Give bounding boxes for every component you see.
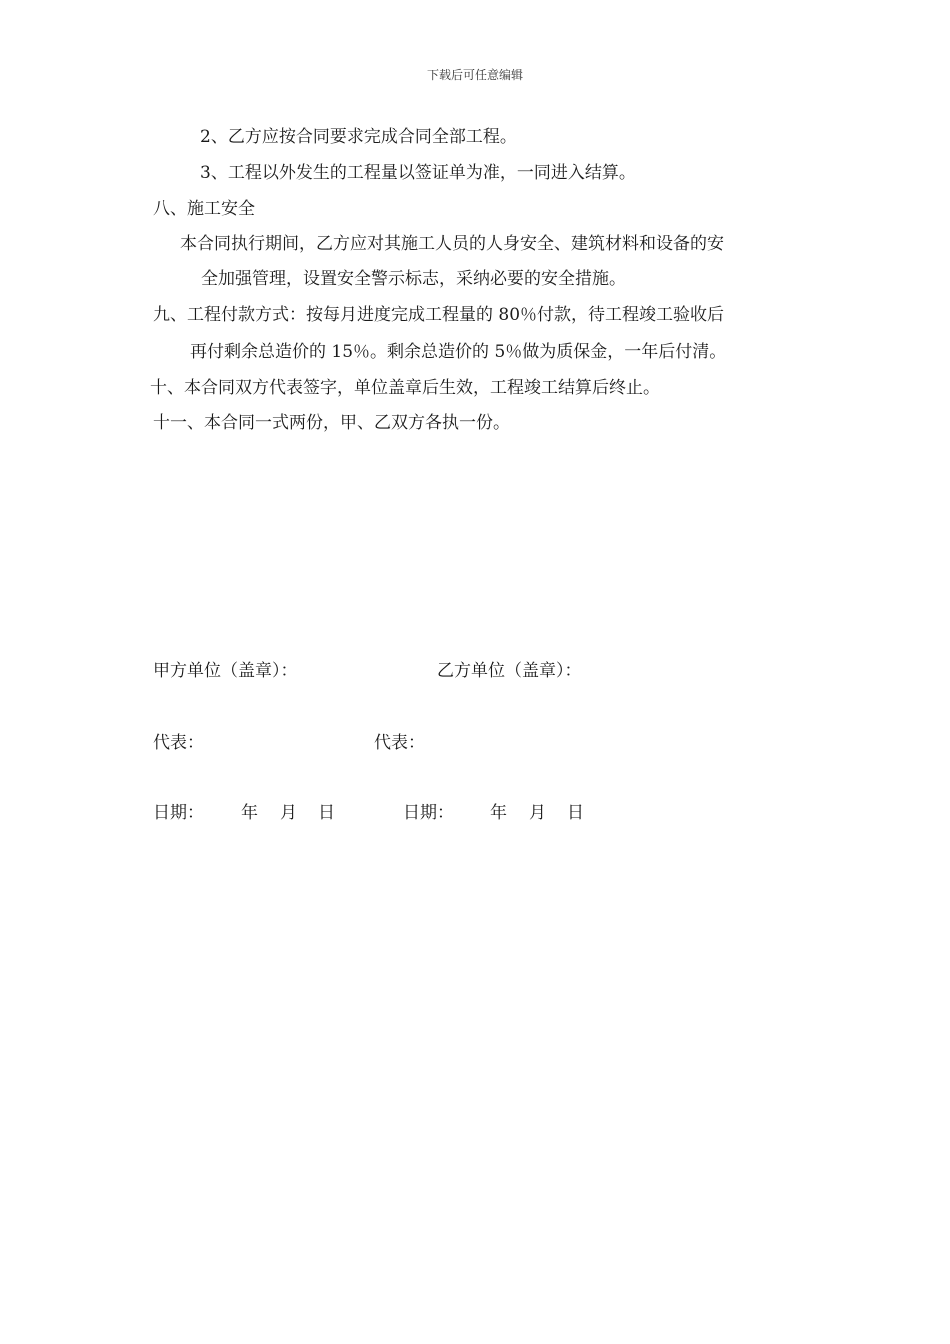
section-11: 十一、本合同一式两份，甲、乙双方各执一份。 <box>153 413 510 433</box>
party-b-date-year: 年 <box>490 803 507 823</box>
party-a-date-label: 日期： <box>153 803 204 823</box>
party-a-rep-label: 代表： <box>153 733 204 753</box>
party-a-unit-label: 甲方单位（盖章）： <box>153 661 298 681</box>
section-8-line-1: 本合同执行期间，乙方应对其施工人员的人身安全、建筑材料和设备的安 <box>180 234 724 254</box>
section-8-title: 八、施工安全 <box>153 199 255 219</box>
party-b-unit-label: 乙方单位（盖章）： <box>437 661 582 681</box>
party-a-date-day: 日 <box>318 803 335 823</box>
page-header-note: 下载后可任意编辑 <box>426 68 523 82</box>
clause-item-2: 2、乙方应按合同要求完成合同全部工程。 <box>200 127 517 147</box>
section-10: 十、本合同双方代表签字，单位盖章后生效，工程竣工结算后终止。 <box>150 378 660 398</box>
section-9-line-1: 九、工程付款方式：按每月进度完成工程量的 80％付款，待工程竣工验收后 <box>153 305 725 325</box>
party-b-date-label: 日期： <box>403 803 454 823</box>
section-9-line-2: 再付剩余总造价的 15％。剩余总造价的 5％做为质保金，一年后付清。 <box>190 342 727 362</box>
party-b-date-day: 日 <box>567 803 584 823</box>
party-a-date-month: 月 <box>280 803 297 823</box>
party-b-date-month: 月 <box>529 803 546 823</box>
section-8-line-2: 全加强管理，设置安全警示标志，采纳必要的安全措施。 <box>201 269 626 289</box>
party-a-date-year: 年 <box>241 803 258 823</box>
party-b-rep-label: 代表： <box>374 733 425 753</box>
clause-item-3: 3、工程以外发生的工程量以签证单为准，一同进入结算。 <box>200 163 636 183</box>
